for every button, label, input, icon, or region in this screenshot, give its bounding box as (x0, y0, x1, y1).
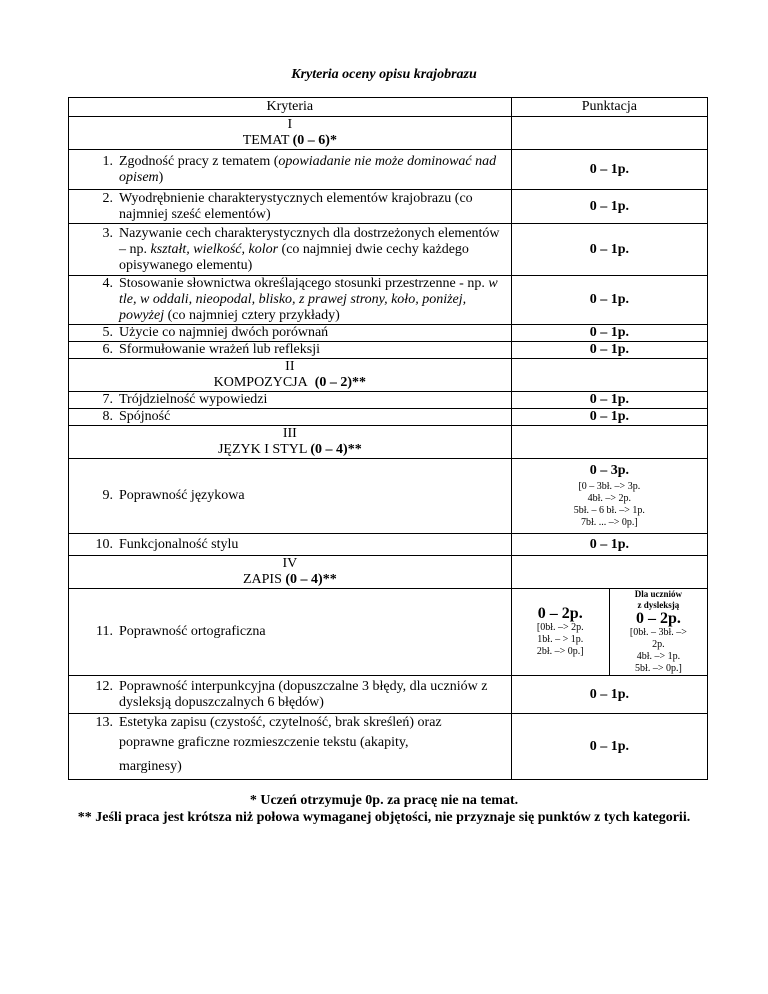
criterion-score: 0 – 1p. (511, 676, 707, 714)
criterion-row (69, 409, 708, 426)
criterion-score: 0 – 1p. (511, 342, 707, 359)
score-detail-line: 1bł. – > 1p. (537, 634, 584, 645)
criterion-number: 11. (96, 624, 113, 639)
criterion-example: kształt, wielkość, kolor (150, 241, 279, 257)
criterion-number: 4. (102, 276, 113, 291)
score-detail-line: [0 – 3bł. –> 3p. (578, 481, 641, 492)
criterion-score: 0 – 1p. (511, 325, 707, 342)
criterion-number: 7. (102, 392, 113, 407)
criterion-number: 5. (102, 325, 113, 340)
criterion-score: 0 – 1p. (511, 714, 707, 780)
table-header (69, 98, 708, 117)
score-detail-line: 4bł. –> 2p. (587, 493, 632, 504)
document-title: Kryteria oceny opisu krajobrazu (291, 67, 477, 82)
criterion-row (69, 342, 708, 359)
dyslexia-label (610, 589, 707, 611)
criterion-row (69, 392, 708, 409)
section-heading (69, 556, 708, 589)
criterion-text: Estetyka zapisu (czystość, czytelność, brak skreśleń) oraz (119, 714, 442, 730)
criterion-row (69, 190, 708, 224)
score-detail (512, 481, 707, 529)
criterion-text: Funkcjonalność stylu (119, 536, 239, 552)
section-name: ZAPIS (242, 572, 282, 587)
criterion-text: Wyodrębnienie charakterystycznych elementów krajobrazu (co najmniej sześć elementów) (119, 190, 473, 222)
section-range: (0 – 2)** (314, 375, 367, 390)
criterion-number: 8. (102, 409, 113, 424)
score-detail-line: 2p. (652, 639, 665, 650)
score-split (512, 589, 707, 675)
criteria-table (68, 97, 708, 780)
criterion-score: 0 – 1p. (511, 276, 707, 325)
criterion-score: 0 – 1p. (511, 409, 707, 426)
criterion-row (69, 325, 708, 342)
section-total-score: 0 – 3p. (589, 463, 629, 478)
criterion-score: 0 – 2p. (537, 605, 583, 622)
dyslexia-label-line: Dla uczniów (634, 589, 683, 599)
criterion-number: 6. (102, 342, 113, 357)
dyslexia-label-line: z dysleksją (637, 600, 680, 610)
header-criteria: Kryteria (69, 98, 512, 117)
score-detail-line: 2bł. –> 0p.] (536, 646, 584, 657)
section-name: TEMAT (242, 133, 290, 148)
section-number: I (287, 117, 293, 132)
criterion-number: 1. (102, 153, 113, 169)
section-heading (69, 426, 708, 459)
footnotes (0, 792, 768, 826)
criterion-row (69, 150, 708, 190)
header-points: Punktacja (511, 98, 707, 117)
criterion-text: poprawne graficzne rozmieszczenie tekstu (akapity, (119, 734, 409, 750)
score-detail-line: 7bł. ... –> 0p.] (580, 517, 638, 528)
criterion-row (69, 459, 708, 534)
section-range: (0 – 4)** (285, 572, 337, 587)
criterion-text-end: (co najmniej cztery przykłady) (164, 308, 340, 323)
criterion-example: opowiadanie nie może dominować nad opisem (119, 153, 497, 185)
section-range: (0 – 6)* (292, 133, 337, 148)
criterion-number: 13. (95, 714, 113, 730)
criterion-number: 2. (102, 190, 113, 206)
criterion-row (69, 714, 708, 780)
criterion-text: marginesy) (119, 758, 182, 774)
dyslexia-score: 0 – 2p. (635, 610, 681, 627)
section-heading (69, 359, 708, 392)
criterion-text: Trójdzielność wypowiedzi (119, 392, 268, 407)
score-detail (512, 622, 609, 658)
criterion-text: Użycie co najmniej dwóch porównań (119, 325, 329, 340)
criterion-row (69, 276, 708, 325)
score-detail-line: 4bł. –> 1p. (636, 651, 681, 662)
criterion-text: Stosowanie słownictwa określającego stosunki przestrzenne - np. (119, 276, 489, 291)
score-standard (512, 589, 610, 675)
criterion-text: Zgodność pracy z tematem ( (119, 153, 279, 169)
criterion-row (69, 534, 708, 556)
criterion-text-end: (co najmniej dwie cechy każdego opisywanego elementu) (119, 241, 469, 273)
score-detail-line: [0bł. –> 2p. (536, 622, 584, 633)
criterion-score: 0 – 1p. (511, 224, 707, 276)
dyslexia-detail (610, 627, 707, 675)
criterion-number: 12. (95, 678, 113, 694)
section-number: II (285, 359, 295, 374)
criterion-text: Poprawność ortograficzna (119, 624, 266, 639)
section-name: JĘZYK I STYL (217, 442, 307, 457)
criterion-text: Nazywanie cech charakterystycznych dla dostrzeżonych elementów – np. (119, 225, 500, 257)
criterion-row (69, 589, 708, 676)
criterion-text: Spójność (119, 409, 171, 424)
footnote-1: * Uczeń otrzymuje 0p. za pracę nie na temat. (249, 793, 519, 808)
criterion-number: 9. (102, 488, 113, 503)
score-dyslexia (610, 589, 707, 675)
section-heading (69, 117, 708, 150)
criterion-text: Poprawność interpunkcyjna (dopuszczalne 3 błędy, dla uczniów z dysleksją dopuszczalnych 6 błędów) (119, 678, 488, 710)
score-detail-line: 5bł. –> 0p.] (635, 663, 682, 674)
score-detail-line: 5bł. – 6 bł. –> 1p. (573, 505, 645, 516)
criterion-row (69, 224, 708, 276)
criterion-text: Sformułowanie wrażeń lub refleksji (119, 342, 320, 357)
section-number: III (282, 426, 297, 441)
criterion-row (69, 676, 708, 714)
score-detail-line: [0bł. – 3bł. –> (629, 627, 687, 638)
criterion-number: 10. (95, 536, 113, 552)
criterion-text: Poprawność językowa (119, 488, 245, 503)
section-name: KOMPOZYCJA (213, 375, 308, 390)
criterion-score: 0 – 1p. (511, 190, 707, 224)
section-range: (0 – 4)** (310, 442, 362, 457)
criterion-text-end: ) (158, 169, 164, 185)
criterion-number: 3. (102, 225, 113, 241)
criterion-score: 0 – 1p. (511, 534, 707, 556)
section-number: IV (282, 556, 298, 571)
criterion-score: 0 – 1p. (511, 392, 707, 409)
criterion-score: 0 – 1p. (511, 150, 707, 190)
criterion-example: w tle, w oddali, nieopodal, blisko, z prawej strony, koło, poniżej, powyżej (119, 276, 498, 323)
footnote-2: ** Jeśli praca jest krótsza niż połowa wymaganej objętości, nie przyznaje się punktów z tych kategorii. (77, 810, 691, 825)
